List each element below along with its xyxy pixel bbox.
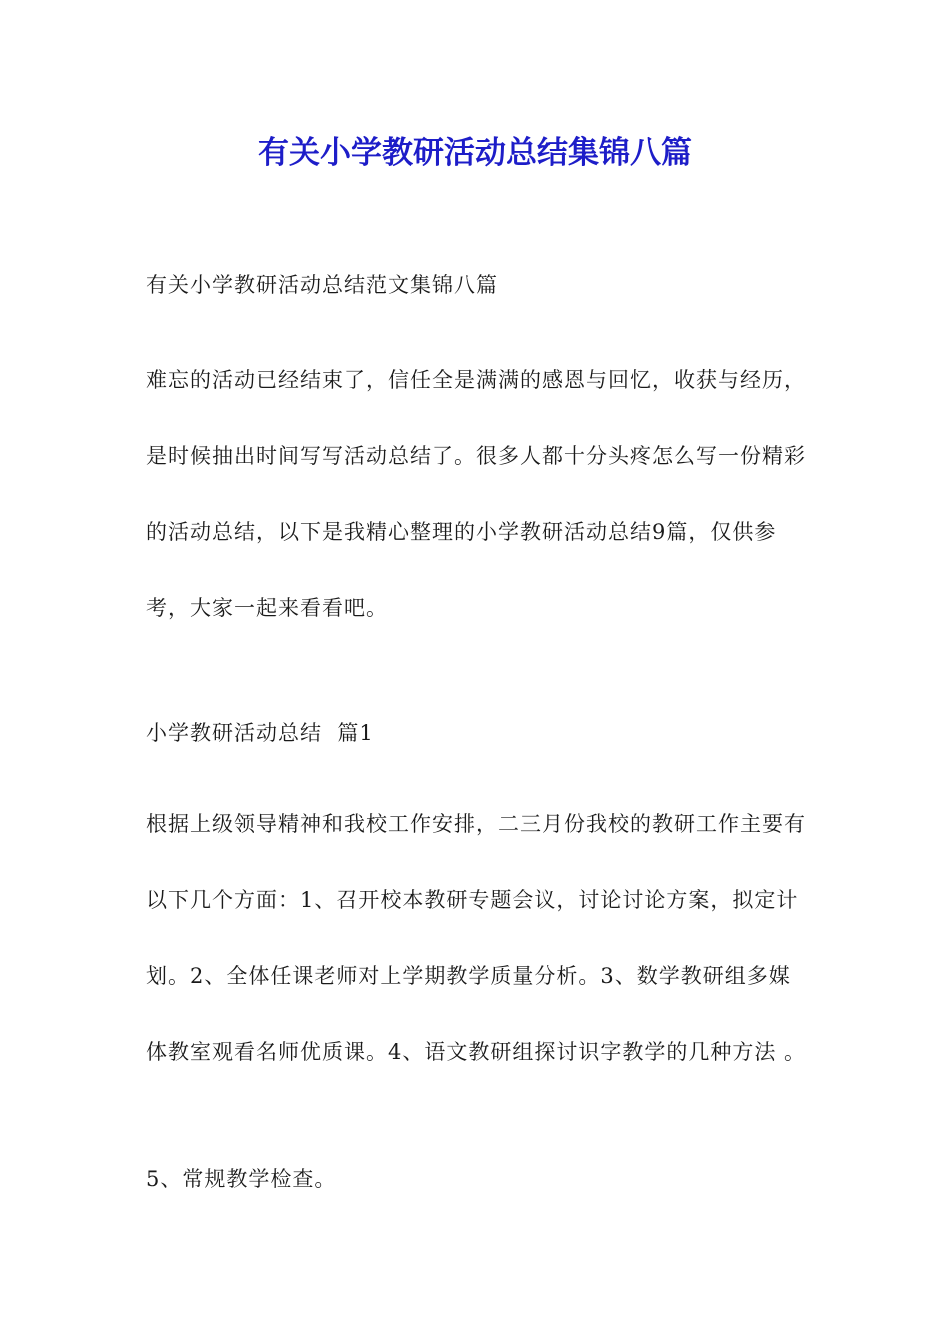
document-title: 有关小学教研活动总结集锦八篇 bbox=[258, 135, 692, 171]
section-paragraph: 根据上级领导精神和我校工作安排，二三月份我校的教研工作主要有以下几个方面：1、召开校本教研专题会议，讨论讨论方案，拟定计划。2、全体任课老师对上学期教学质量分析。3、数学教研组多媒体教室观看名师优质课。4、语文教研组探讨识字教学的几种方法 。 bbox=[146, 812, 807, 1064]
intro-paragraph: 难忘的活动已经结束了，信任全是满满的感恩与回忆，收获与经历，是时候抽出时间写写活动总结了。很多人都十分头疼怎么写一份精彩的活动总结，以下是我精心整理的小学教研活动总结9篇，仅供参考，大家一起来看看吧。 bbox=[146, 368, 806, 620]
document-subtitle: 有关小学教研活动总结范文集锦八篇 bbox=[146, 273, 498, 297]
section-heading: 小学教研活动总结 篇1 bbox=[146, 721, 374, 745]
list-item-5: 5、常规教学检查。 bbox=[146, 1167, 337, 1191]
